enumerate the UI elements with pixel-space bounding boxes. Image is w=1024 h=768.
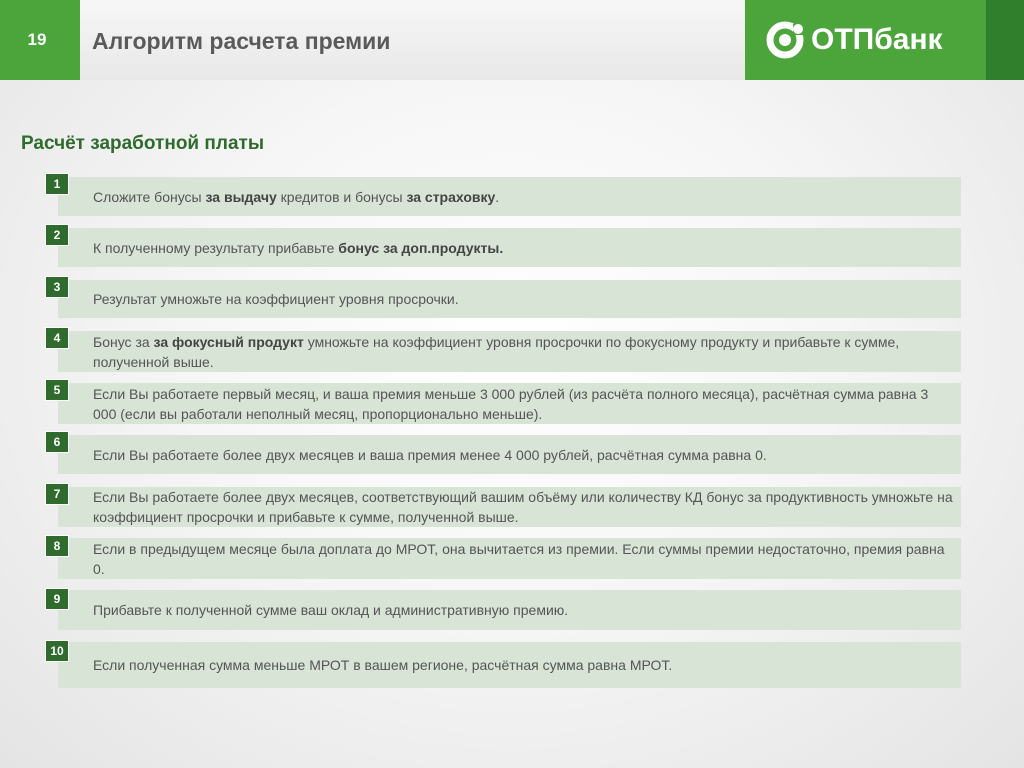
logo-text: ОТПбанк bbox=[811, 23, 943, 56]
step-text bbox=[93, 238, 503, 258]
step-text-part: Если в предыдущем месяце была доплата до МРОТ, она вычитается из премии. Если суммы премии недостаточно, премия равна 0. bbox=[93, 540, 945, 577]
step-text-part: Бонус за bbox=[93, 333, 154, 350]
step-item bbox=[58, 383, 961, 424]
step-item bbox=[58, 228, 961, 267]
step-text bbox=[93, 332, 955, 372]
step-text-part: умножьте на коэффициент уровня просрочки по фокусному продукту и прибавьте к сумме, полученной выше. bbox=[93, 333, 900, 370]
step-text bbox=[93, 187, 499, 207]
step-text-part: Прибавьте к полученной сумме ваш оклад и административную премию. bbox=[93, 602, 569, 618]
step-text-bold: за выдачу bbox=[205, 188, 277, 205]
step-text bbox=[93, 384, 955, 424]
step-text bbox=[93, 487, 955, 527]
header-accent-block bbox=[986, 0, 1024, 80]
slide-title: Алгоритм расчета премии bbox=[92, 28, 391, 54]
step-item bbox=[58, 590, 961, 630]
step-number-badge: 8 bbox=[45, 535, 69, 557]
step-number-badge: 3 bbox=[45, 276, 69, 298]
step-number-badge: 4 bbox=[45, 327, 69, 349]
step-text bbox=[93, 539, 955, 579]
step-text-part: Результат умножьте на коэффициент уровня просрочки. bbox=[93, 291, 459, 307]
step-text bbox=[93, 655, 672, 675]
otp-bank-logo bbox=[745, 0, 986, 80]
otp-logo-mark-icon bbox=[765, 20, 805, 60]
step-text-part: Если полученная сумма меньше МРОТ в вашем регионе, расчётная сумма равна МРОТ. bbox=[93, 657, 673, 673]
step-number-badge: 5 bbox=[45, 379, 69, 401]
step-number-badge: 7 bbox=[45, 483, 69, 505]
step-text-part: К полученному результату прибавьте bbox=[93, 239, 339, 256]
step-number-badge: 6 bbox=[45, 431, 69, 453]
step-text bbox=[93, 289, 459, 309]
step-number-badge: 2 bbox=[45, 224, 69, 246]
step-text-part: Если Вы работаете более двух месяцев, соответствующий вашим объёму или количеству КД бонус за продуктивность умножьте на коэффициент просрочки и прибавьте к сумме, полученной выше. bbox=[93, 489, 953, 525]
step-text bbox=[93, 445, 767, 465]
step-text-part: . bbox=[495, 188, 500, 205]
step-number-badge: 9 bbox=[45, 588, 69, 610]
step-text-part: кредитов и бонусы bbox=[276, 188, 407, 205]
step-text-part: Если Вы работаете более двух месяцев и ваша премия менее 4 000 рублей, расчётная сумма равна 0. bbox=[93, 446, 767, 463]
step-text-part: Если Вы работаете первый месяц, и ваша премия меньше 3 000 рублей (из расчёта полного месяца), расчётная сумма равна 3 000 (если вы работали неполный месяц, пропорционально меньше). bbox=[93, 385, 929, 422]
step-item bbox=[58, 177, 961, 216]
step-number-badge: 10 bbox=[45, 640, 69, 662]
slide-number: 19 bbox=[0, 0, 80, 80]
step-text-bold: за фокусный продукт bbox=[153, 333, 304, 350]
step-text bbox=[93, 600, 568, 620]
step-text-bold: за страховку bbox=[406, 188, 496, 205]
step-text-bold: бонус за доп.продукты. bbox=[338, 239, 504, 256]
section-title: Расчёт заработной платы bbox=[21, 133, 265, 154]
step-item bbox=[58, 331, 961, 372]
step-text-part: Сложите бонусы bbox=[93, 188, 206, 205]
step-item bbox=[58, 538, 961, 579]
step-item bbox=[58, 435, 961, 474]
step-number-badge: 1 bbox=[45, 173, 69, 195]
step-item bbox=[58, 642, 961, 688]
step-item bbox=[58, 280, 961, 318]
step-item bbox=[58, 487, 961, 527]
